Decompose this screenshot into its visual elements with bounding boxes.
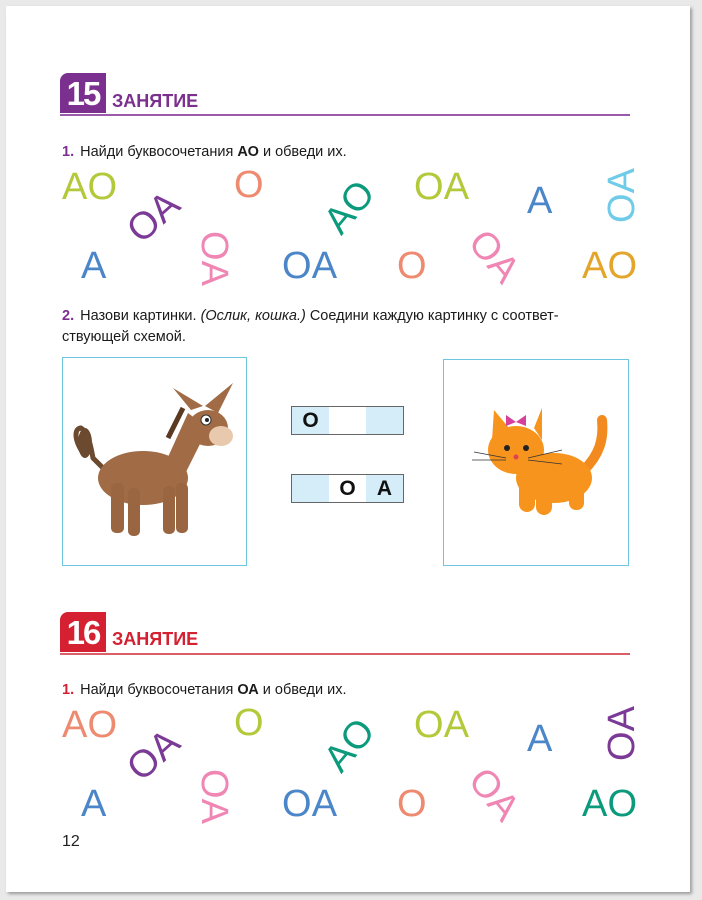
letter-combination[interactable]: ОА <box>193 230 236 288</box>
task-1-instruction <box>62 680 632 701</box>
task-text: Найди буквосочетания <box>80 682 234 698</box>
task-text-end: и обведи их. <box>262 144 347 160</box>
task-hint: (Ослик, кошка.) <box>200 308 306 324</box>
task-text: Найди буквосочетания <box>80 144 234 160</box>
target-combination: ОА <box>237 682 259 698</box>
letter-combination[interactable]: ОА <box>282 245 339 287</box>
sound-scheme-1[interactable] <box>291 406 404 435</box>
letter-combination[interactable]: АО <box>315 172 385 242</box>
header-divider <box>60 653 630 655</box>
header-divider <box>60 114 630 116</box>
scheme-cell <box>366 407 403 434</box>
lesson-number-badge: 16 <box>60 612 106 652</box>
lesson-title: ЗАНЯТИЕ <box>112 91 199 111</box>
letter-combination[interactable]: АО <box>62 166 119 208</box>
letter-combination[interactable]: А <box>527 718 554 760</box>
lesson-title: ЗАНЯТИЕ <box>112 629 199 649</box>
letter-combination[interactable]: ОА <box>459 760 529 830</box>
page-number: 12 <box>62 833 80 850</box>
letter-combination[interactable]: ОА <box>282 783 339 825</box>
cat-picture[interactable] <box>443 359 629 566</box>
letter-combination[interactable]: АО <box>582 783 639 825</box>
letter-combination[interactable]: АО <box>315 710 385 780</box>
task-number: 2. <box>62 308 75 324</box>
scheme-cell: А <box>366 475 403 502</box>
letter-combination[interactable]: ОА <box>193 768 236 826</box>
task-number: 1. <box>62 682 75 698</box>
letter-combination[interactable]: О <box>234 164 265 206</box>
letter-combination[interactable]: О <box>397 783 428 825</box>
letter-combination[interactable]: ОА <box>601 166 644 224</box>
lesson-number-badge: 15 <box>60 73 106 113</box>
letter-combination[interactable]: О <box>234 702 265 744</box>
letter-combination[interactable]: А <box>81 245 108 287</box>
letter-combination[interactable]: ОА <box>119 720 189 790</box>
letter-combination[interactable]: О <box>397 245 428 287</box>
task-text: Назови картинки. <box>80 308 197 324</box>
letter-combination[interactable]: АО <box>62 704 119 746</box>
letter-combination[interactable]: АО <box>582 245 639 287</box>
donkey-picture[interactable] <box>62 357 247 566</box>
task-text-line2: ствующей схемой. <box>62 329 186 345</box>
letter-combination[interactable]: ОА <box>601 704 644 762</box>
letter-combination[interactable]: ОА <box>459 222 529 292</box>
task-number: 1. <box>62 144 75 160</box>
task-text-cont: Соедини каждую картинку с соответ- <box>309 308 559 324</box>
letter-combination[interactable]: ОА <box>119 182 189 252</box>
letter-combination[interactable]: А <box>81 783 108 825</box>
target-combination: АО <box>237 144 259 160</box>
task-2-instruction <box>62 306 632 348</box>
cat-icon <box>444 360 628 565</box>
scheme-cell: О <box>339 477 356 500</box>
donkey-icon <box>63 358 246 565</box>
sound-scheme-2[interactable] <box>291 474 404 503</box>
scheme-cell: О <box>292 407 329 434</box>
task-text-end: и обведи их. <box>262 682 347 698</box>
task-1-instruction <box>62 142 632 163</box>
letter-combination[interactable]: А <box>527 180 554 222</box>
scheme-cell <box>292 475 329 502</box>
letter-combination[interactable]: ОА <box>414 704 471 746</box>
letter-combination[interactable]: ОА <box>414 166 471 208</box>
scheme-cell <box>329 407 366 434</box>
